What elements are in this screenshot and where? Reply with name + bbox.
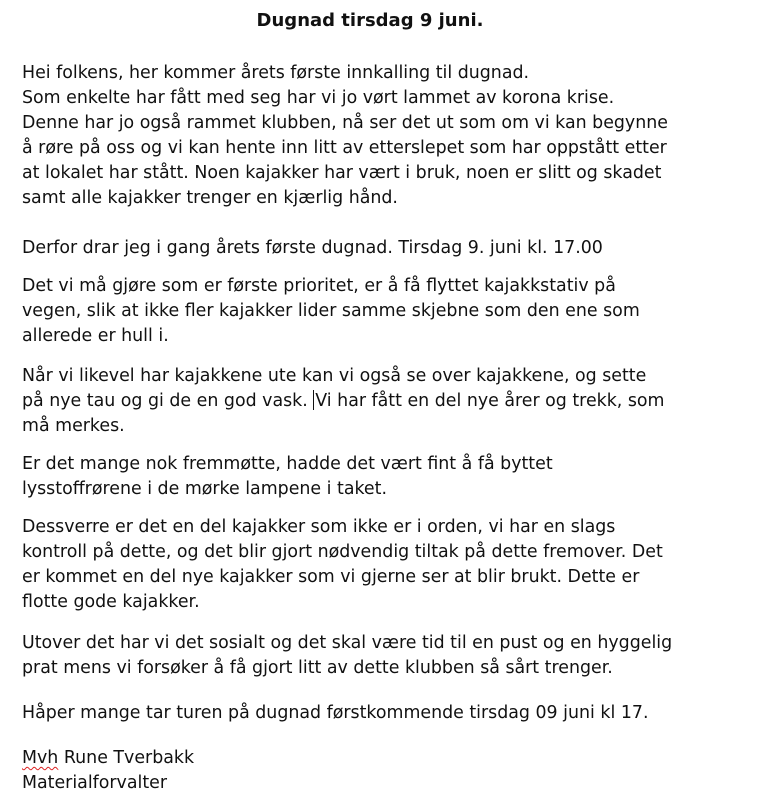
priority-paragraph xyxy=(22,274,772,349)
closing-line: Håper mange tar turen på dugnad førstkommende tirsdag 09 juni kl 17. xyxy=(22,703,649,723)
social-paragraph xyxy=(22,631,772,681)
announcement-paragraph xyxy=(22,236,772,261)
signature-line xyxy=(22,746,772,771)
intro-line: Som enkelte har fått med seg har vi jo vørt lammet av korona krise. xyxy=(22,88,615,108)
tasks-line: Når vi likevel har kajakkene ute kan vi også se over kajakkene, og sette xyxy=(22,366,647,386)
intro-line: at lokalet har stått. Noen kajakker har vært i bruk, noen er slitt og skadet xyxy=(22,163,662,183)
closing-paragraph xyxy=(22,701,772,726)
kayaks-line: Dessverre er det en del kajakker som ikke er i orden, vi har en slags xyxy=(22,517,616,537)
spellcheck-greeting[interactable]: Mvh xyxy=(22,748,59,768)
tasks-paragraph xyxy=(22,364,772,439)
document-title: Dugnad tirsdag 9 juni. xyxy=(256,10,484,31)
tasks-line: må merkes. xyxy=(22,416,125,436)
priority-line: Det vi må gjøre som er første prioritet, er å få flyttet kajakkstativ på xyxy=(22,276,616,296)
priority-line: vegen, slik at ikke fler kajakker lider samme skjebne som den ene som xyxy=(22,301,640,321)
intro-paragraph xyxy=(22,61,772,211)
kayaks-line: kontroll på dette, og det blir gjort nødvendig tiltak på dette fremover. Det xyxy=(22,542,663,562)
tasks-line[interactable] xyxy=(22,389,772,414)
signature-name: Rune Tverbakk xyxy=(58,748,195,768)
priority-line: allerede er hull i. xyxy=(22,326,169,346)
social-line: prat mens vi forsøker å få gjort litt av dette klubben så sårt trenger. xyxy=(22,658,613,678)
intro-line: Hei folkens, her kommer årets første innkalling til dugnad. xyxy=(22,63,530,83)
tasks-text: Vi har fått en del nye årer og trekk, som xyxy=(315,391,665,411)
intro-line: å røre på oss og vi kan hente inn litt av etterslepet som har oppstått etter xyxy=(22,138,667,158)
lights-line: Er det mange nok fremmøtte, hadde det vært fint å få byttet xyxy=(22,454,553,474)
intro-line: samt alle kajakker trenger en kjærlig hånd. xyxy=(22,188,398,208)
kayaks-line: flotte gode kajakker. xyxy=(22,592,200,612)
kayaks-paragraph xyxy=(22,515,772,615)
intro-line: Denne har jo også rammet klubben, nå ser det ut som om vi kan begynne xyxy=(22,113,668,133)
kayaks-line: er kommet en del nye kajakker som vi gjerne ser at blir brukt. Dette er xyxy=(22,567,640,587)
announcement-line: Derfor drar jeg i gang årets første dugnad. Tirsdag 9. juni kl. 17.00 xyxy=(22,238,603,258)
lights-paragraph xyxy=(22,452,772,502)
signature-block xyxy=(22,746,772,796)
tasks-text: på nye tau og gi de en god vask. xyxy=(22,391,314,411)
signature-role: Materialforvalter xyxy=(22,773,168,793)
lights-line: lysstoffrørene i de mørke lampene i taket. xyxy=(22,479,387,499)
social-line: Utover det har vi det sosialt og det skal være tid til en pust og en hyggelig xyxy=(22,633,673,653)
